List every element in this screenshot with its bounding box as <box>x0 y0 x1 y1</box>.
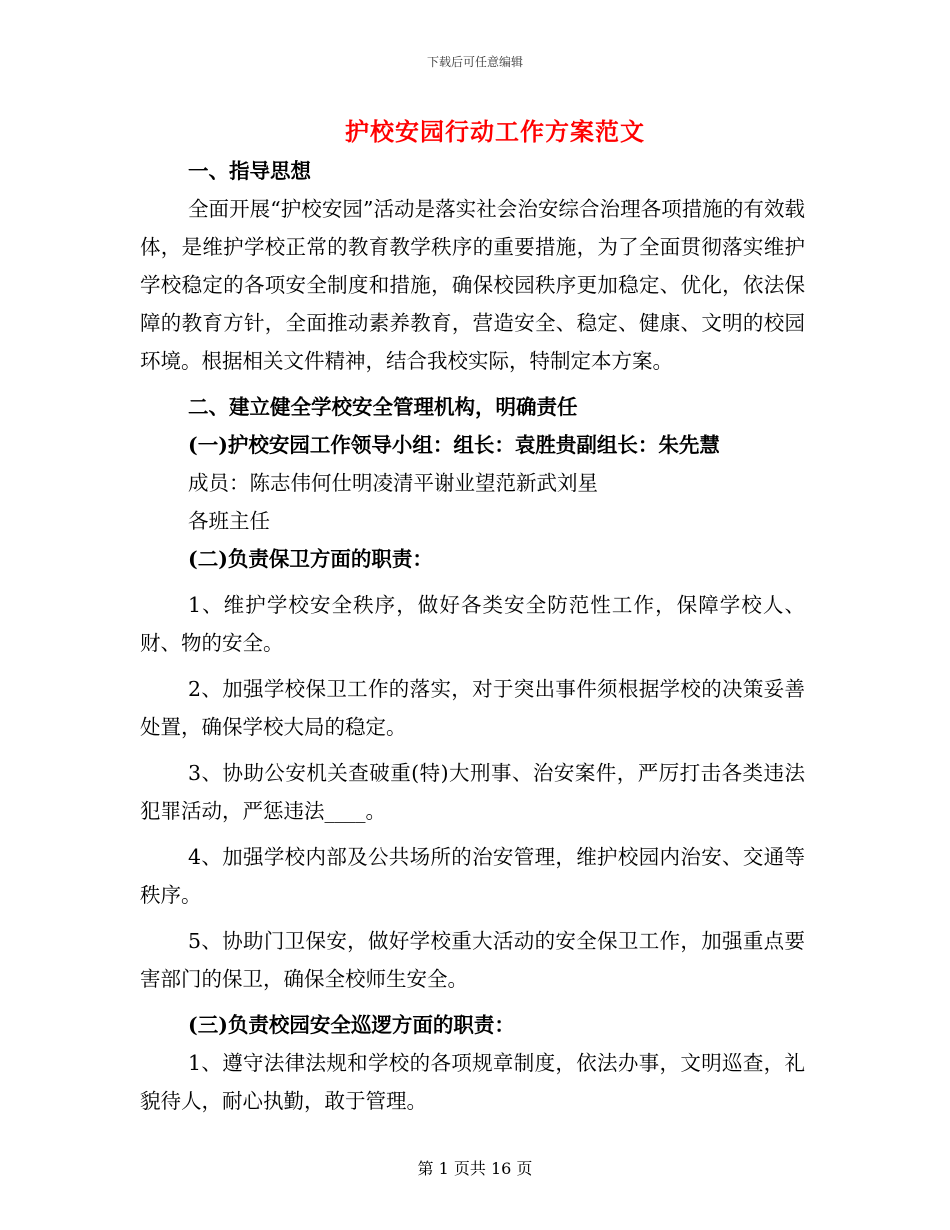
list-item-duty-5: 5、协助门卫保安，做好学校重大活动的安全保卫工作，加强重点要害部门的保卫，确保全校师生安全。 <box>140 929 805 991</box>
list-item-duty-1: 1、维护学校安全秩序，做好各类安全防范性工作，保障学校人、财、物的安全。 <box>140 593 805 655</box>
subheading-security-duties: (二)负责保卫方面的职责： <box>188 547 433 571</box>
list-item-duty-4: 4、加强学校内部及公共场所的治安管理，维护校园内治安、交通等秩序。 <box>140 845 805 907</box>
list-item-duty-2: 2、加强学校保卫工作的落实，对于突出事件须根据学校的决策妥善处置，确保学校大局的稳定。 <box>140 677 805 739</box>
document-title: 护校安园行动工作方案范文 <box>345 117 645 146</box>
subheading-patrol-duties: (三)负责校园安全巡逻方面的职责： <box>188 1013 515 1037</box>
list-item-duty-3: 3、协助公安机关查破重(特)大刑事、治安案件，严厉打击各类违法犯罪活动，严惩违法____。 <box>140 761 805 823</box>
paragraph-class-teachers: 各班主任 <box>188 509 270 533</box>
page-number: 第 1 页共 16 页 <box>417 1159 533 1178</box>
document-body <box>140 152 805 1120</box>
list-item-patrol-1: 1、遵守法律法规和学校的各项规章制度，依法办事，文明巡查，礼貌待人，耐心执勤，敢于管理。 <box>140 1051 805 1113</box>
page-header-note: 下载后可任意编辑 <box>426 55 523 69</box>
paragraph-intro: 全面开展“护校安园”活动是落实社会治安综合治理各项措施的有效载体，是维护学校正常的教育教学秩序的重要措施，为了全面贯彻落实维护学校稳定的各项安全制度和措施，确保校园秩序更加稳定、优化，依法保障的教育方针，全面推动素养教育，营造安全、稳定、健康、文明的校园环境。根据相关文件精神，结合我校实际，特制定本方案。 <box>140 197 805 373</box>
heading-safety-organization: 二、建立健全学校安全管理机构，明确责任 <box>188 395 578 419</box>
heading-guiding-ideology: 一、指导思想 <box>188 159 311 183</box>
subheading-leadership-group: (一)护校安园工作领导小组：组长：袁胜贵副组长：朱先慧 <box>188 433 720 457</box>
paragraph-members: 成员：陈志伟何仕明凌清平谢业望范新武刘星 <box>188 471 598 495</box>
